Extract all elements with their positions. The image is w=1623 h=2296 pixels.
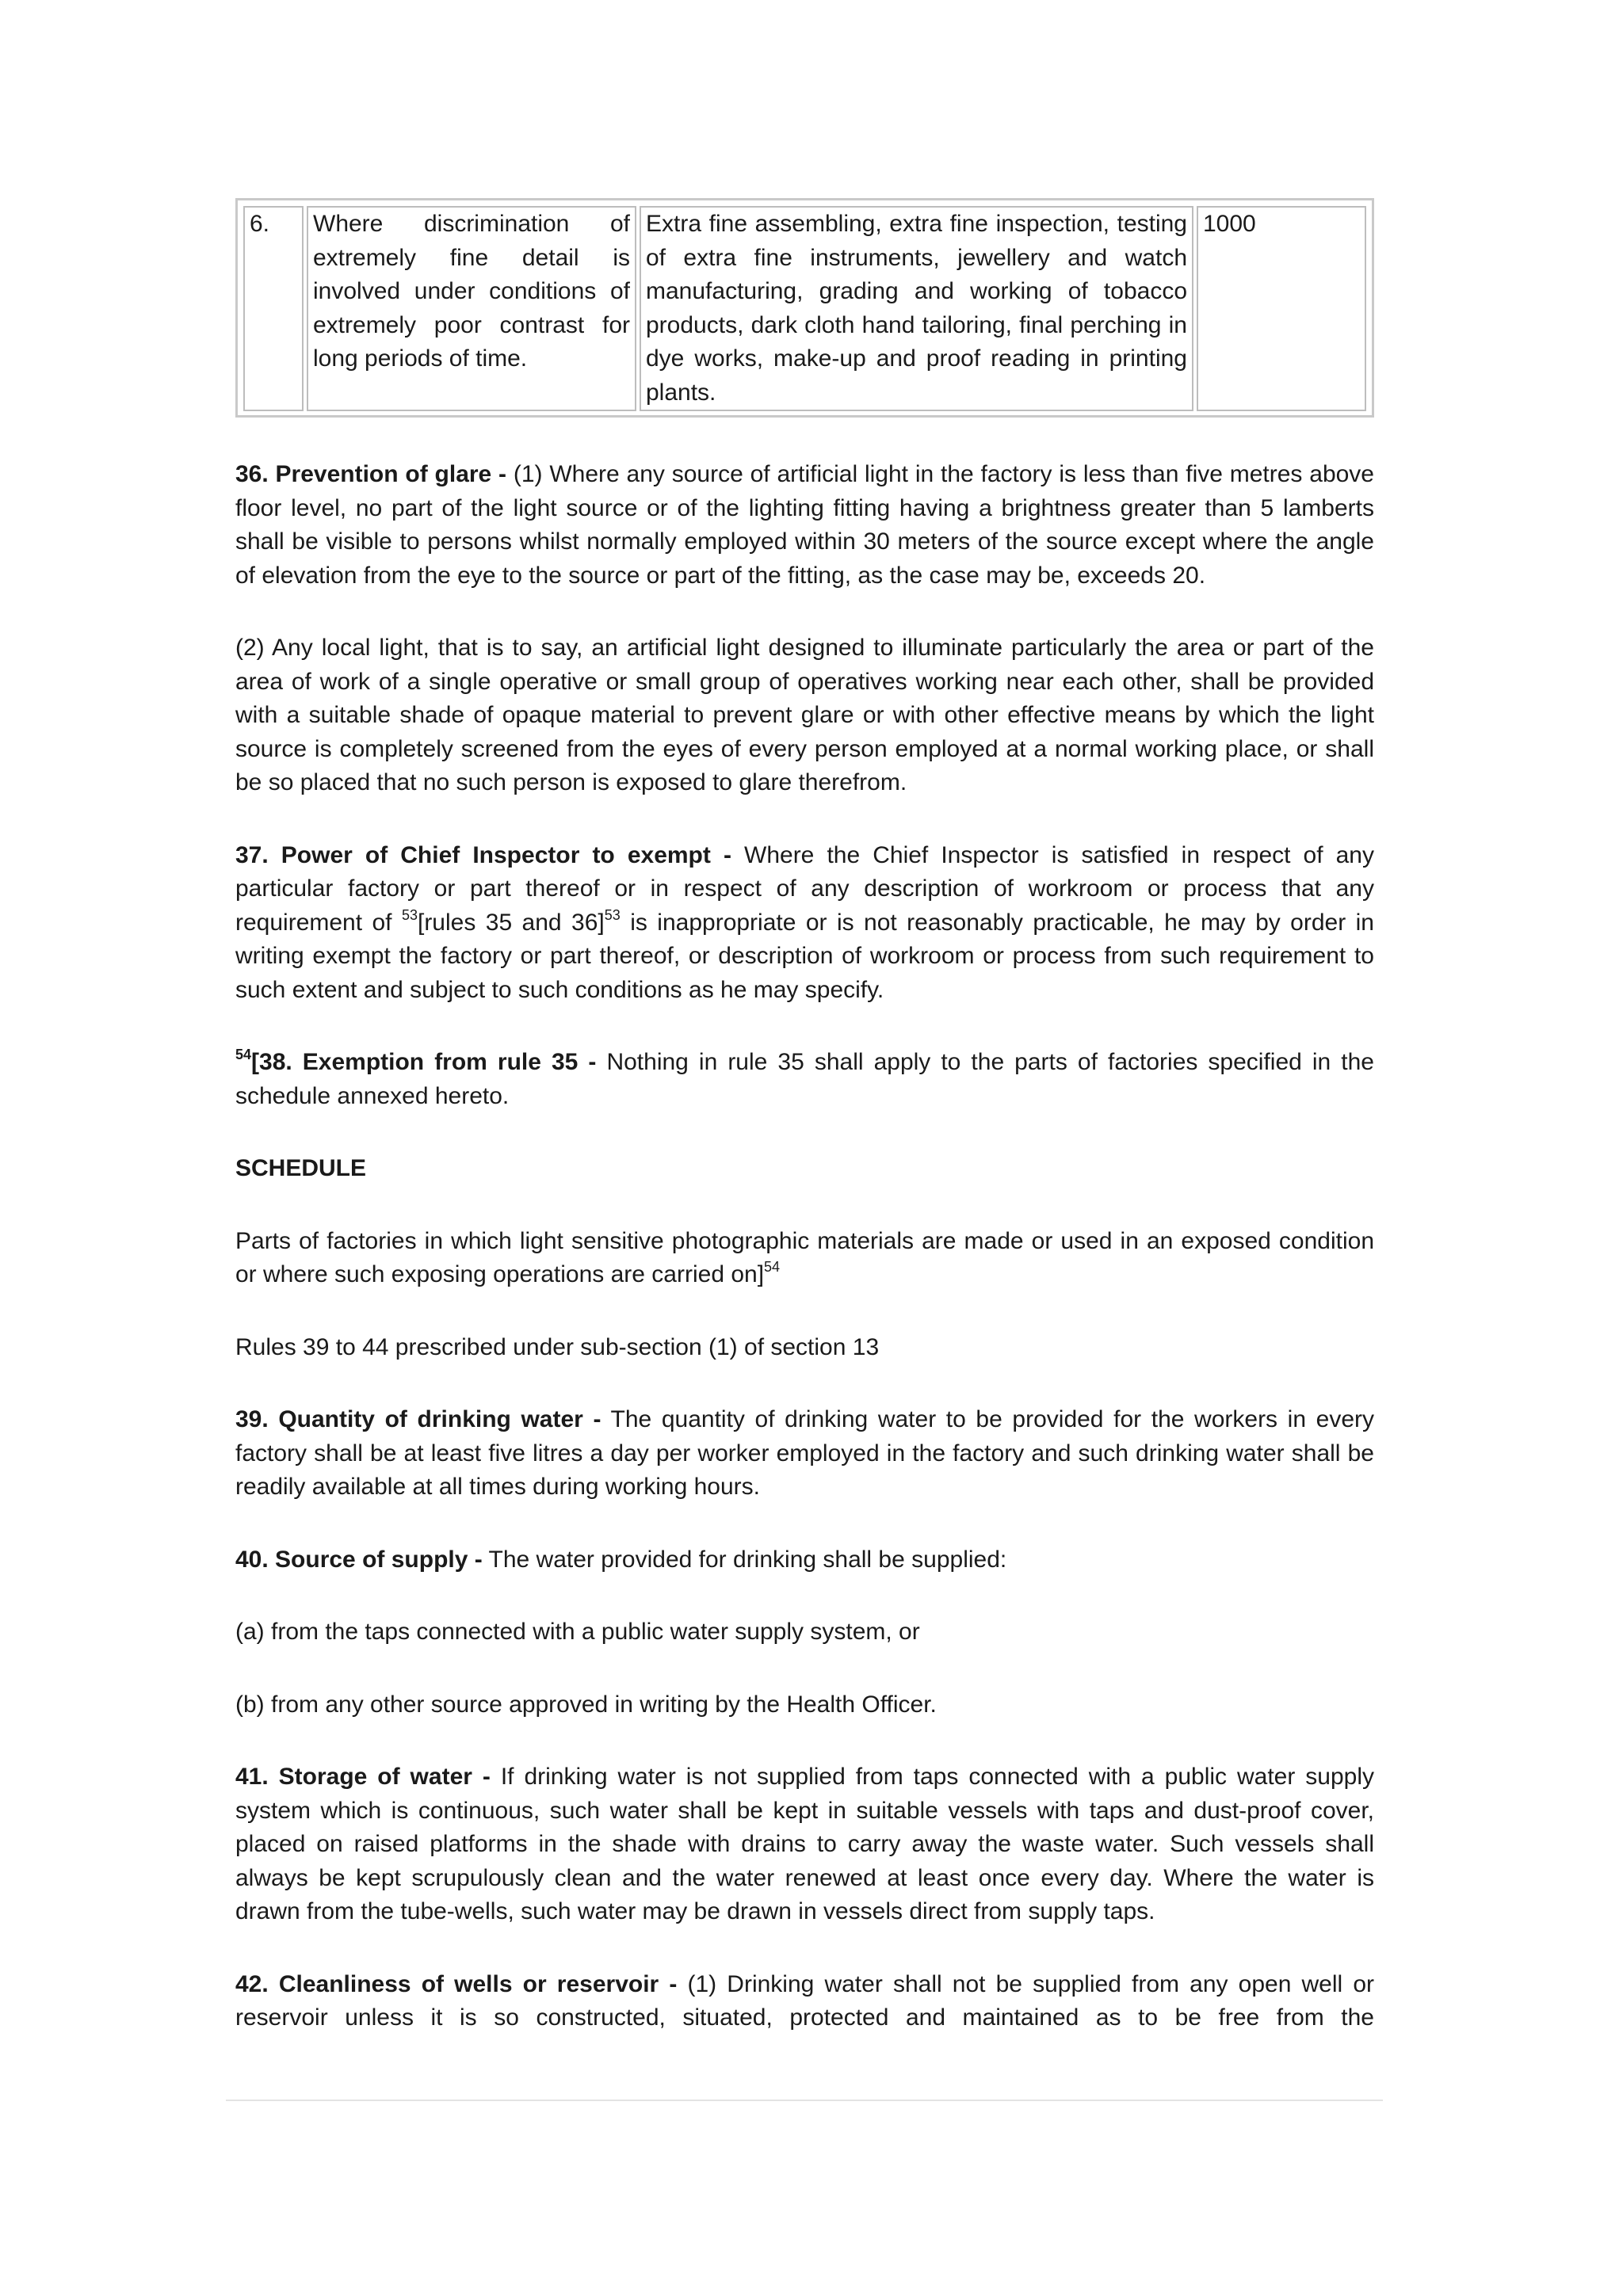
rule-39-para <box>235 1403 1374 1505</box>
document-body <box>235 458 1374 2074</box>
rule-40-text: The water provided for drinking shall be supplied: <box>482 1546 1007 1573</box>
rule-37-text-1: Where the Chief Inspector is satisfied in respect of any particular factory or part thereof or in respect of any description of workroom or process that any requirement of <box>235 841 1374 936</box>
rule-41-heading: 41. Storage of water - <box>235 1764 491 1790</box>
rule-38-text: Nothing in rule 35 shall apply to the parts of factories specified in the schedule annexed hereto. <box>235 1049 1374 1109</box>
schedule-title: SCHEDULE <box>235 1155 367 1181</box>
table-cell-no: 6. <box>243 206 304 411</box>
rule-40-item-a: (a) from the taps connected with a public water supply system, or <box>235 1619 920 1645</box>
table-row <box>243 206 1366 411</box>
rule-36-text-1: (1) Where any source of artificial light in the factory is less than five metres above floor level, no part of the light source or of the lighting fitting having a brightness greater than 5 lamberts shall be visible to persons whilst normally employed within 30 meters of the source except where the angle of elevation from the eye to the source or part of the fitting, as the case may be, exceeds 20. <box>235 461 1374 589</box>
rule-39-text: The quantity of drinking water to be provided for the workers in every factory shall be at least five litres a day per worker employed in the factory and such drinking water shall be readily available at all times during working hours. <box>235 1406 1374 1500</box>
rule-37-text-3: is inappropriate or is not reasonably practicable, he may by order in writing exempt the factory or part thereof, or description of workroom or process from such requirement to such extent and subject to such conditions as he may specify. <box>235 909 1374 1003</box>
schedule-para <box>235 1225 1374 1292</box>
rule-38-para <box>235 1046 1374 1113</box>
rule-36-para-2: (2) Any local light, that is to say, an artificial light designed to illuminate particularly the area or part of the area of work of a single operative or small group of operatives working near each other, shall be provided with a suitable shade of opaque material to prevent glare or with other effective means by which the light source is completely screened from the eyes of every person employed at a normal working place, or shall be so placed that no such person is exposed to glare therefrom. <box>235 635 1374 795</box>
footnote-ref-53: 53 <box>604 906 621 923</box>
rule-42-para <box>235 1968 1374 2035</box>
schedule-title-para <box>235 1152 1374 1186</box>
illumination-table <box>235 198 1374 418</box>
rule-37-heading: 37. Power of Chief Inspector to exempt - <box>235 841 731 868</box>
table-cell-condition: Where discrimination of extremely fine detail is involved under conditions of extremely poor contrast for long periods of time. <box>307 206 636 411</box>
table-cell-examples: Extra fine assembling, extra fine inspection, testing of extra fine instruments, jewellery and watch manufacturing, grading and working of tobacco products, dark cloth hand tailoring, final perching in dye works, make-up and proof reading in printing plants. <box>640 206 1193 411</box>
footnote-ref-53: 53 <box>401 906 418 923</box>
rule-36-heading: 36. Prevention of glare - <box>235 461 507 487</box>
footnote-ref-54: 54 <box>235 1047 252 1062</box>
page-bottom-divider <box>226 2100 1383 2101</box>
rule-38-heading: [38. Exemption from rule 35 - <box>251 1049 597 1075</box>
footnote-ref-54: 54 <box>764 1259 781 1275</box>
rule-42-text: (1) Drinking water shall not be supplied from any open well or reservoir unless it is so constructed, situated, protected and maintained as to be free from the <box>235 1970 1375 2031</box>
rules-note: Rules 39 to 44 prescribed under sub-section (1) of section 13 <box>235 1333 880 1360</box>
rule-40-item-b: (b) from any other source approved in writing by the Health Officer. <box>235 1691 937 1718</box>
rule-41-para <box>235 1760 1374 1929</box>
rule-41-text: If drinking water is not supplied from taps connected with a public water supply system which is continuous, such water shall be kept in suitable vessels with taps and dust-proof cover, placed on raised platforms in the shade with drains to carry away the waste water. Such vessels shall always be kept scrupulously clean and the water renewed at least once every day. Where the water is drawn from the tube-wells, such water may be drawn in vessels direct from supply taps. <box>235 1764 1374 1924</box>
rule-39-heading: 39. Quantity of drinking water - <box>235 1406 601 1432</box>
rule-40-para <box>235 1543 1374 1577</box>
rule-36-para-1 <box>235 458 1374 593</box>
schedule-text: Parts of factories in which light sensitive photographic materials are made or used in an exposed condition or where such exposing operations are carried on] <box>235 1227 1374 1287</box>
rule-37-para <box>235 839 1374 1008</box>
rule-37-text-2: [rules 35 and 36] <box>417 909 605 936</box>
rule-42-heading: 42. Cleanliness of wells or reservoir - <box>235 1970 678 1997</box>
rule-40-heading: 40. Source of supply - <box>235 1546 483 1573</box>
table-cell-value: 1000 <box>1197 206 1366 411</box>
